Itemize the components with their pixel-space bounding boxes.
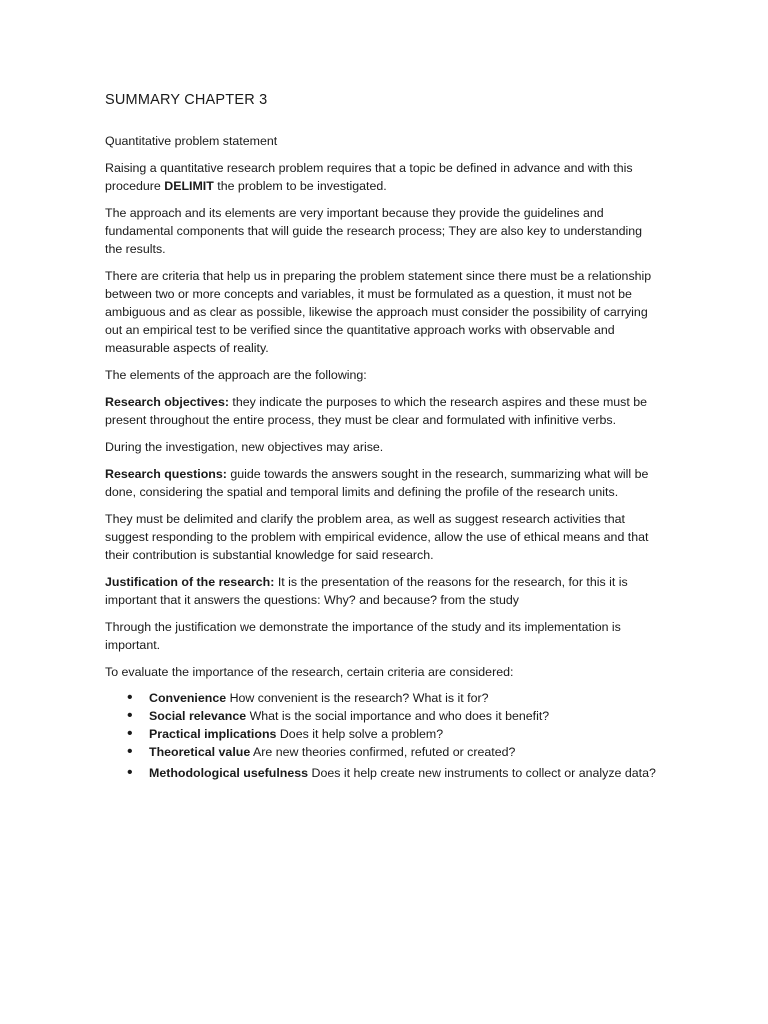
paragraph-evaluate: To evaluate the importance of the research, certain criteria are considered: xyxy=(105,665,514,679)
criteria-text: What is the social importance and who does it benefit? xyxy=(246,709,550,723)
questions-term: Research questions: xyxy=(105,467,227,481)
paragraph-delimited: They must be delimited and clarify the problem area, as well as suggest research activities that suggest responding to the problem with empirical evidence, allow the use of ethical means and that their contribution is substantial knowledge for said research. xyxy=(105,512,649,562)
criteria-text: Does it help solve a problem? xyxy=(276,727,444,741)
paragraph-criteria-intro: There are criteria that help us in preparing the problem statement since there must be a relationship between two or more concepts and variables, it must be formulated as a question, it must not be ambiguous and as clear as possible, likewise the approach must consider the possibility of carrying out an empirical test to be verified since the quantitative approach works with observable and measurable aspects of reality. xyxy=(105,269,652,355)
criteria-text: Are new theories confirmed, refuted or created? xyxy=(250,745,516,759)
paragraph-questions xyxy=(105,465,660,501)
criteria-term: Theoretical value xyxy=(149,745,251,759)
list-item xyxy=(127,726,660,743)
questions-text: guide towards the answers sought in the research, summarizing what will be done, considering the spatial and temporal limits and defining the profile of the research units. xyxy=(105,467,649,499)
paragraph-approach: The approach and its elements are very important because they provide the guidelines and fundamental components that will guide the research process; They are also key to understanding the results. xyxy=(105,206,643,256)
bullet-icon: • xyxy=(127,725,133,742)
justification-term: Justification of the research: xyxy=(105,575,275,589)
paragraph-delimit-after: the problem to be investigated. xyxy=(213,179,387,193)
criteria-term: Methodological usefulness xyxy=(149,766,309,780)
list-item xyxy=(127,744,660,761)
paragraph-objectives xyxy=(105,393,660,429)
criteria-term: Social relevance xyxy=(149,709,247,723)
list-item xyxy=(127,765,660,782)
list-item xyxy=(127,708,660,725)
bullet-icon: • xyxy=(127,743,133,760)
bullet-icon: • xyxy=(127,689,133,706)
paragraph-justification-importance: Through the justification we demonstrate the importance of the study and its implementation is important. xyxy=(105,620,621,652)
criteria-list xyxy=(105,690,660,782)
section-subheading: Quantitative problem statement xyxy=(105,134,278,148)
criteria-term: Practical implications xyxy=(149,727,277,741)
document-page xyxy=(105,92,660,783)
paragraph-elements: The elements of the approach are the following: xyxy=(105,368,367,382)
criteria-text: How convenient is the research? What is it for? xyxy=(226,691,489,705)
list-item xyxy=(127,690,660,707)
paragraph-new-objectives: During the investigation, new objectives may arise. xyxy=(105,440,384,454)
delimit-keyword: DELIMIT xyxy=(164,179,214,193)
bullet-icon: • xyxy=(127,707,133,724)
criteria-term: Convenience xyxy=(149,691,227,705)
document-title: SUMMARY CHAPTER 3 xyxy=(105,92,268,108)
bullet-icon: • xyxy=(127,764,133,781)
objectives-term: Research objectives: xyxy=(105,395,229,409)
paragraph-delimit xyxy=(105,159,660,195)
paragraph-delimit-before: Raising a quantitative research problem requires that a topic be defined in advance and with this procedure xyxy=(105,161,633,193)
criteria-text: Does it help create new instruments to collect or analyze data? xyxy=(308,766,656,780)
objectives-text: they indicate the purposes to which the research aspires and these must be present throughout the entire process, they must be clear and formulated with infinitive verbs. xyxy=(105,395,648,427)
paragraph-justification xyxy=(105,573,660,609)
justification-text: It is the presentation of the reasons for the research, for this it is important that it answers the questions: Why? and because? from the study xyxy=(105,575,628,607)
